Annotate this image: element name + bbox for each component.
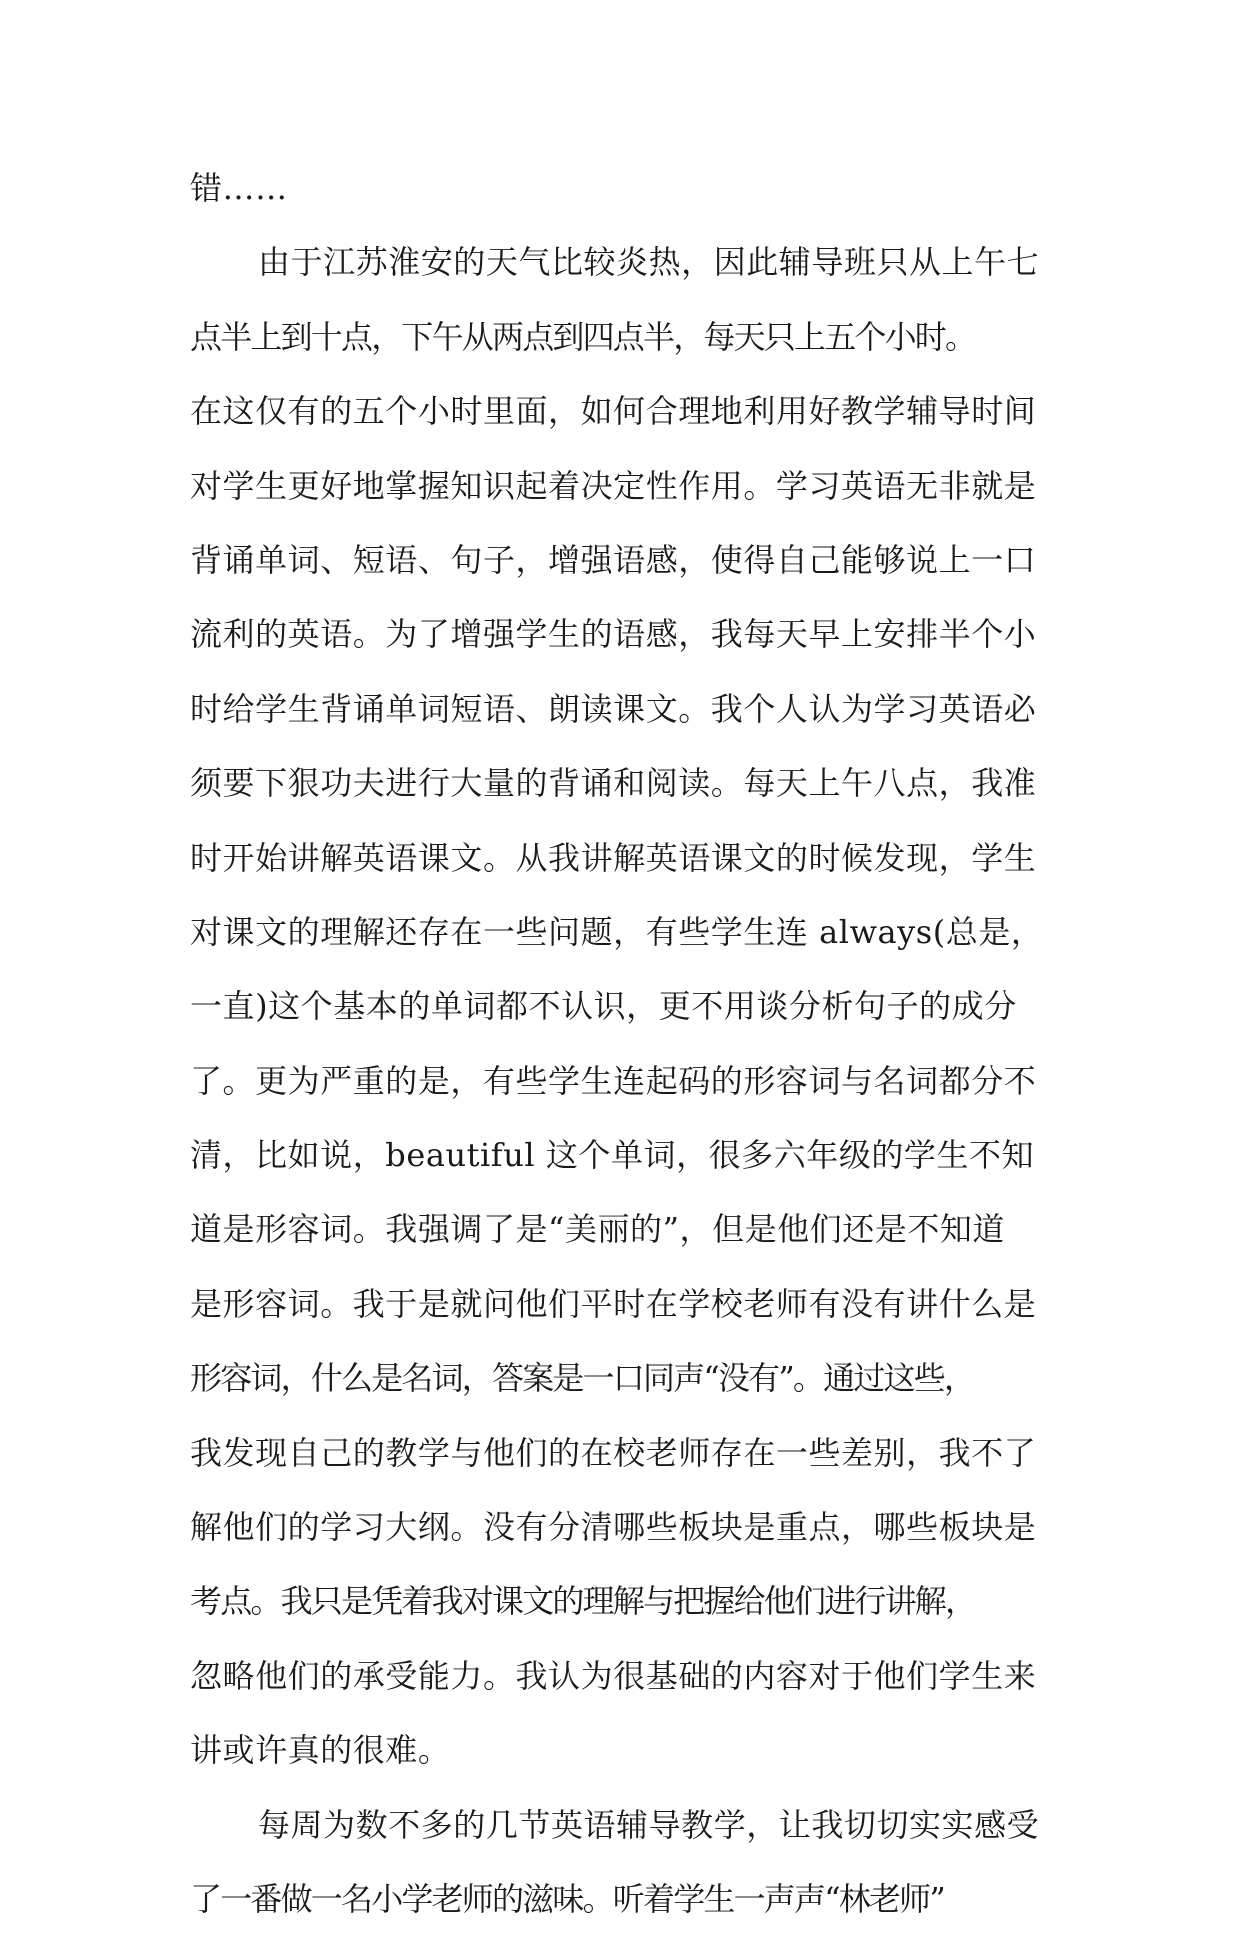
text-line: 流利的英语。为了增强学生的语感，我每天早上安排半个小 bbox=[190, 615, 1037, 654]
text-line: 对课文的理解还存在一些问题，有些学生连 always(总是， bbox=[190, 912, 1044, 951]
paragraph-first-line: 由于江苏淮安的天气比较炎热，因此辅导班只从上午七 bbox=[258, 243, 1040, 282]
text-line: 忽略他们的承受能力。我认为很基础的内容对于他们学生来 bbox=[190, 1656, 1037, 1695]
text-line: 了一番做一名小学老师的滋味。听着学生一声声“林老师” bbox=[190, 1879, 944, 1918]
text-line: 是形容词。我于是就问他们平时在学校老师有没有讲什么是 bbox=[190, 1284, 1037, 1323]
text-line: 对学生更好地掌握知识起着决定性作用。学习英语无非就是 bbox=[190, 466, 1037, 505]
text-line: 道是形容词。我强调了是“美丽的”，但是他们还是不知道 bbox=[190, 1210, 1006, 1249]
text-line: 点半上到十点，下午从两点到四点半，每天只上五个小时。 bbox=[190, 317, 976, 356]
text-line: 须要下狠功夫进行大量的背诵和阅读。每天上午八点，我准 bbox=[190, 764, 1037, 803]
paragraph-first-line: 每周为数不多的几节英语辅导教学，让我切切实实感受 bbox=[258, 1805, 1040, 1844]
text-line: 一直)这个基本的单词都不认识，更不用谈分析句子的成分 bbox=[190, 987, 1017, 1026]
text-line: 考点。我只是凭着我对课文的理解与把握给他们进行讲解， bbox=[190, 1582, 976, 1621]
text-line: 在这仅有的五个小时里面，如何合理地利用好教学辅导时间 bbox=[190, 392, 1037, 431]
text-line: 清，比如说，beautiful 这个单词，很多六年级的学生不知 bbox=[190, 1136, 1035, 1175]
text-line: 错…… bbox=[190, 169, 288, 207]
text-line: 解他们的学习大纲。没有分清哪些板块是重点，哪些板块是 bbox=[190, 1508, 1037, 1547]
text-line: 时给学生背诵单词短语、朗读课文。我个人认为学习英语必 bbox=[190, 689, 1037, 728]
text-line: 背诵单词、短语、句子，增强语感，使得自己能够说上一口 bbox=[190, 540, 1037, 579]
essay-body bbox=[190, 151, 1070, 1936]
text-line: 时开始讲解英语课文。从我讲解英语课文的时候发现，学生 bbox=[190, 838, 1037, 877]
text-line: 形容词，什么是名词，答案是一口同声“没有”。通过这些， bbox=[190, 1359, 975, 1398]
text-line: 讲或许真的很难。 bbox=[190, 1731, 451, 1770]
text-line: 我发现自己的教学与他们的在校老师存在一些差别，我不了 bbox=[190, 1433, 1037, 1472]
text-line: 了。更为严重的是，有些学生连起码的形容词与名词都分不 bbox=[190, 1061, 1037, 1100]
